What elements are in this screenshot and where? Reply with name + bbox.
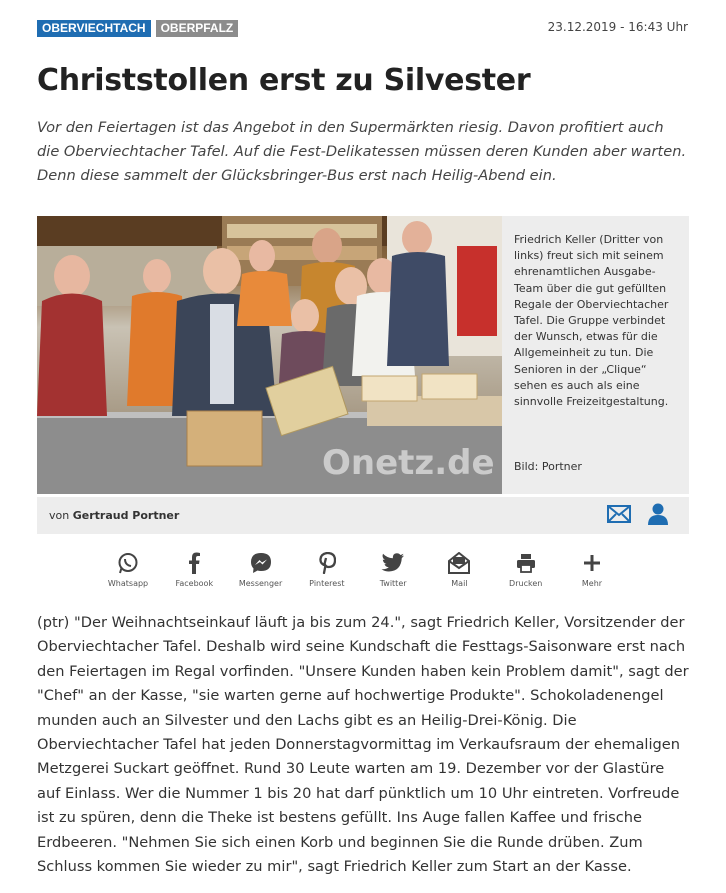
article-headline: Christstollen erst zu Silvester (37, 63, 531, 98)
print-icon (516, 552, 536, 574)
share-messenger-button[interactable] (233, 552, 289, 588)
twitter-icon (381, 552, 405, 574)
messenger-icon (250, 552, 272, 574)
share-bar (100, 552, 620, 588)
location-tag[interactable]: OBERVIECHTACH (37, 20, 151, 37)
share-print-button[interactable] (498, 552, 554, 588)
share-label: Drucken (509, 579, 543, 588)
author-name[interactable]: Gertraud Portner (72, 509, 180, 522)
article-photo[interactable] (37, 216, 502, 494)
byline-prefix: von (49, 509, 70, 522)
share-mail-button[interactable] (431, 552, 487, 588)
facebook-icon (188, 552, 200, 574)
byline-bar (37, 497, 689, 534)
share-whatsapp-button[interactable] (100, 552, 156, 588)
plus-icon (583, 552, 601, 574)
article-figure (37, 216, 689, 494)
region-tag[interactable]: OBERPFALZ (156, 20, 239, 37)
article-lead: Vor den Feiertagen ist das Angebot in den Supermärkten riesig. Davon profitiert auch die Oberviechtacher Tafel. Auf die Fest-Delikatessen müssen deren Kunden aber warten. Denn diese sammelt der Glücksbringer-Bus erst nach Heilig-Abend ein. (37, 119, 687, 184)
share-twitter-button[interactable] (365, 552, 421, 588)
share-label: Mehr (581, 579, 603, 588)
mail-icon (448, 552, 470, 574)
share-label: Mail (451, 579, 468, 588)
author-profile-icon[interactable] (648, 503, 668, 529)
photo-credit: Bild: Portner (514, 460, 582, 473)
photo-watermark: Onetz.de (322, 443, 495, 483)
photo-illustration (37, 216, 502, 494)
share-label: Messenger (238, 579, 283, 588)
photo-caption: Friedrich Keller (Dritter von links) freut sich mit seinem ehrenamtlichen Ausgabe-Team über die gut gefüllten Regale der Oberviechtacher Tafel. Die Gruppe verbindet der Wunsch, etwas für die Allgemeinheit zu tun. Die Senioren in der „Clique“ sehen es auch als eine sinnvolle Freizeitgestaltung. (514, 233, 669, 409)
share-label: Twitter (379, 579, 407, 588)
share-pinterest-button[interactable] (299, 552, 355, 588)
share-more-button[interactable] (564, 552, 620, 588)
share-facebook-button[interactable] (166, 552, 222, 588)
mail-author-icon[interactable] (607, 505, 631, 527)
category-tags (37, 20, 238, 37)
article-body: (ptr) "Der Weihnachtseinkauf läuft ja bis zum 24.", sagt Friedrich Keller, Vorsitzender der Oberviechtacher Tafel. Deshalb wird seine Kundschaft die Festtags-Saisonware erst nach den Feiertagen im Regal vorfinden. "Unsere Kunden haben kein Problem damit", sagt der "Chef" an der Kasse, "sie warten gerne auf hochwertige Produkte". Schokoladenengel munden auch an Silvester und den Lachs gibt es an Heilig-Drei-König. Die Oberviechtacher Tafel hat jeden Donnerstagvormittag im Verkaufsraum der ehemaligen Metzgerei Suckart geöffnet. Rund 30 Leute warten am 19. Dezember vor der Glastüre auf Einlass. Wer die Nummer 1 bis 20 hat darf pünktlich um 10 Uhr eintreten. Vorfreude ist zu spüren, denn die Theke ist bestens gefüllt. Ins Auge fallen Kaffee und frische Erdbeeren. "Nehmen Sie sich einen Korb und beginnen Sie die Runde drüben. Zum Schluss kommen Sie wieder zu mir", sagt Friedrich Keller zum Start an der Kasse. (37, 614, 689, 876)
publish-date: 23.12.2019 - 16:43 Uhr (547, 20, 688, 34)
share-label: Whatsapp (107, 579, 149, 588)
whatsapp-icon (117, 552, 139, 574)
share-label: Facebook (175, 579, 214, 588)
share-label: Pinterest (309, 579, 345, 588)
byline (49, 509, 179, 522)
pinterest-icon (318, 552, 336, 574)
